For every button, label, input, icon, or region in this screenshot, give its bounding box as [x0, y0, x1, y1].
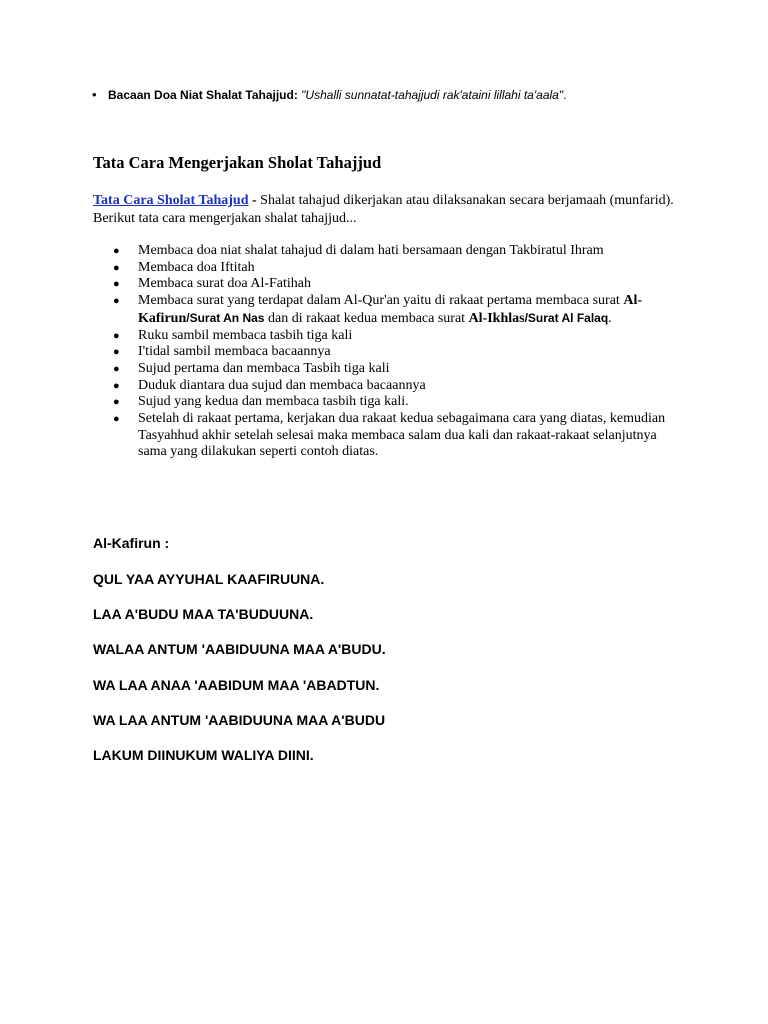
step-text: Membaca surat yang terdapat dalam Al-Qur'an yaitu di rakaat pertama membaca surat [138, 293, 620, 309]
list-item [93, 293, 673, 327]
step-text: dan di rakaat kedua membaca surat [267, 310, 466, 326]
verse-line: WA LAA ANAA 'AABIDUM MAA 'ABADTUN. [93, 676, 380, 693]
step-text: I'tidal sambil membaca bacaannya [138, 344, 331, 360]
surah-alt-annas: /Surat An Nas [186, 310, 265, 325]
list-item [93, 378, 673, 395]
bullet-marker: ● [113, 346, 120, 359]
list-item [93, 361, 673, 378]
step-text: Ruku sambil membaca tasbih tiga kali [138, 327, 353, 343]
bullet-marker: ● [113, 278, 120, 291]
surah-name-kafirun: Al-Kafirun [138, 293, 642, 326]
step-text: Sujud yang kedua dan membaca tasbih tiga kali. [138, 394, 409, 410]
list-item [93, 276, 673, 293]
bullet-marker: ● [113, 413, 120, 426]
bullet-marker: ● [113, 329, 120, 342]
intro-dash: - [251, 193, 257, 208]
niat-text: "Ushalli sunnatat-tahajjudi rak'ataini lillahi ta'aala" [301, 88, 564, 102]
intro-paragraph [93, 192, 683, 228]
verse-line: WALAA ANTUM 'AABIDUUNA MAA A'BUDU. [93, 641, 386, 658]
bullet-marker: ● [113, 295, 120, 308]
verse-list [93, 570, 386, 781]
verse-line: QUL YAA AYYUHAL KAAFIRUUNA. [93, 571, 325, 587]
list-item [93, 394, 673, 411]
list-item [93, 243, 673, 260]
bullet-marker: • [92, 87, 97, 102]
step-text: Duduk diantara dua sujud dan membaca bacaannya [138, 377, 426, 393]
verse-line: LAKUM DIINUKUM WALIYA DIINI. [93, 746, 314, 763]
step-text: Membaca doa Iftitah [138, 259, 255, 275]
bullet-marker: ● [113, 379, 120, 392]
bullet-marker: ● [113, 396, 120, 409]
niat-tail: . [563, 88, 567, 102]
niat-line [92, 86, 566, 104]
list-item [93, 260, 673, 277]
list-item [93, 328, 673, 345]
list-item [93, 344, 673, 361]
niat-label: Bacaan Doa Niat Shalat Tahajjud: [108, 88, 298, 102]
bullet-marker: ● [113, 362, 120, 375]
bullet-marker: ● [113, 261, 120, 274]
step-text: Setelah di rakaat pertama, kerjakan dua rakaat kedua sebagaimana cara yang diatas, kemudian Tasyahhud akhir setelah selesai maka membaca salam dua kali dan rakaat-rakaat selanjutnya sama yang dilakukan seperti contoh diatas. [138, 411, 666, 460]
step-text: Sujud pertama dan membaca Tasbih tiga kali [138, 360, 390, 376]
bullet-marker: ● [113, 245, 120, 257]
step-text: Membaca doa niat shalat tahajud di dalam hati bersamaan dengan Takbiratul Ihram [138, 243, 604, 258]
surah-name-ikhlas: Al-Ikhlas [468, 310, 525, 326]
surah-alt-falaq: /Surat Al Falaq [524, 310, 609, 325]
surah-title: Al-Kafirun : [93, 535, 170, 551]
steps-list [93, 243, 673, 461]
tata-cara-link[interactable]: Tata Cara Sholat Tahajud [93, 193, 249, 208]
step-end: . [608, 310, 612, 326]
verse-line: LAA A'BUDU MAA TA'BUDUUNA. [93, 606, 314, 623]
step-text: Membaca surat doa Al-Fatihah [138, 276, 312, 292]
intro-text: Shalat tahajud dikerjakan atau dilaksanakan secara berjamaah (munfarid). Berikut tata cara mengerjakan shalat tahajjud... [93, 193, 674, 226]
list-item [93, 411, 673, 461]
verse-line: WA LAA ANTUM 'AABIDUUNA MAA A'BUDU [93, 711, 386, 728]
section-heading: Tata Cara Mengerjakan Sholat Tahajjud [93, 153, 382, 172]
